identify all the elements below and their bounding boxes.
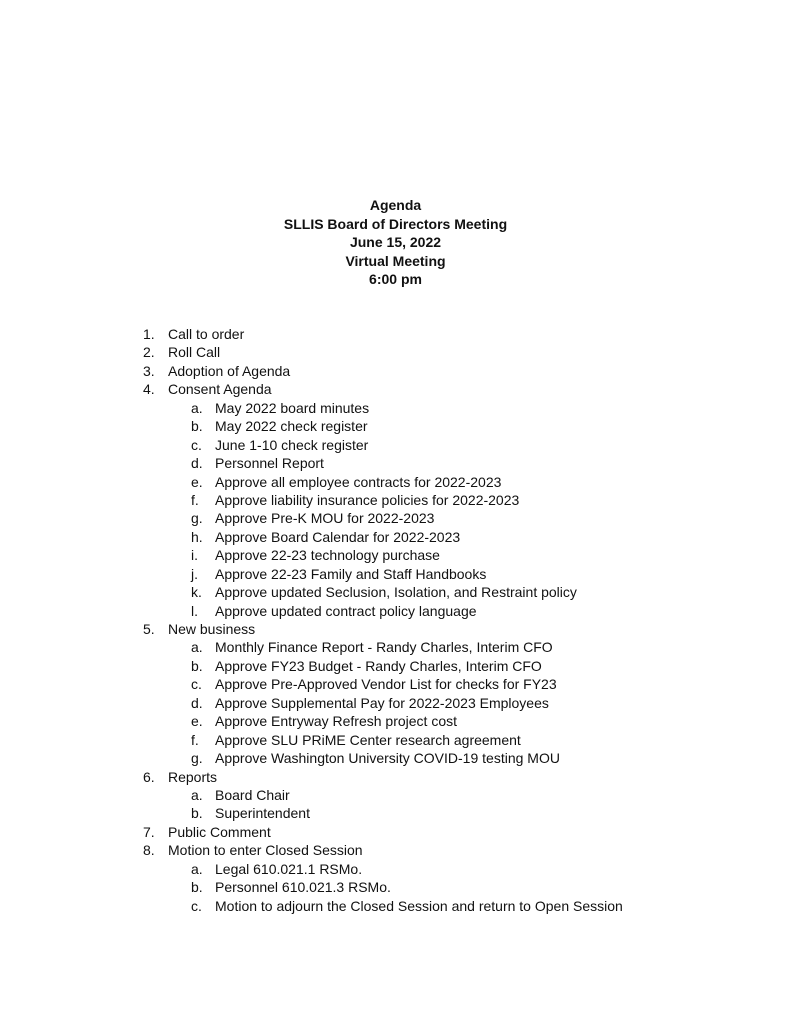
subitem-letter: b.	[191, 879, 203, 896]
subitem-text: Approve Supplemental Pay for 2022-2023 Employees	[215, 694, 549, 711]
agenda-subitem	[0, 712, 791, 730]
item-number: 8.	[143, 842, 155, 859]
agenda-subitem	[0, 657, 791, 675]
subitem-text: Board Chair	[215, 786, 290, 803]
subitem-text: Superintendent	[215, 805, 310, 822]
subitem-letter: c.	[191, 436, 202, 453]
agenda-subitem	[0, 583, 791, 601]
subitem-text: Personnel 610.021.3 RSMo.	[215, 879, 391, 896]
subitem-text: Approve FY23 Budget - Randy Charles, Interim CFO	[215, 657, 542, 674]
subitem-text: Approve Entryway Refresh project cost	[215, 713, 457, 730]
subitem-text: Monthly Finance Report - Randy Charles, Interim CFO	[215, 639, 553, 656]
subitem-text: Legal 610.021.1 RSMo.	[215, 860, 363, 877]
agenda-item	[0, 380, 791, 398]
subitem-text: June 1-10 check register	[215, 436, 369, 453]
item-text: Adoption of Agenda	[168, 362, 291, 379]
subitem-letter: j.	[191, 565, 198, 582]
item-text: Call to order	[168, 326, 245, 342]
document-title: Agenda	[369, 197, 422, 213]
agenda-subitem	[0, 528, 791, 546]
agenda-subitem	[0, 454, 791, 472]
subitem-letter: a.	[191, 860, 203, 877]
subitem-letter: e.	[191, 473, 203, 490]
item-text: Roll Call	[168, 344, 221, 361]
item-text: Motion to enter Closed Session	[168, 842, 363, 859]
agenda-item	[0, 823, 791, 841]
subitem-text: Approve 22-23 technology purchase	[215, 547, 440, 564]
subitem-text: Approve Washington University COVID-19 testing MOU	[215, 750, 560, 767]
subitem-text: Approve updated contract policy language	[215, 602, 477, 619]
subitem-letter: g.	[191, 750, 203, 767]
subitem-letter: d.	[191, 694, 203, 711]
agenda-item	[0, 620, 791, 638]
subitem-letter: c.	[191, 676, 202, 693]
subitem-letter: b.	[191, 805, 203, 822]
subitem-letter: e.	[191, 713, 203, 730]
subitem-letter: h.	[191, 528, 203, 545]
agenda-subitem	[0, 694, 791, 712]
agenda-subitem	[0, 804, 791, 822]
subitem-letter: a.	[191, 786, 203, 803]
agenda-subitem	[0, 749, 791, 767]
subitem-text: Approve 22-23 Family and Staff Handbooks	[215, 565, 487, 582]
agenda-subitem	[0, 731, 791, 749]
item-text: New business	[168, 621, 256, 637]
subitem-letter: b.	[191, 418, 203, 435]
subitem-text: Approve updated Seclusion, Isolation, and Restraint policy	[215, 584, 577, 601]
agenda-subitem	[0, 602, 791, 620]
agenda-subitem	[0, 417, 791, 435]
agenda-subitem	[0, 491, 791, 509]
agenda-subitem	[0, 509, 791, 527]
agenda-subitem	[0, 473, 791, 491]
subitem-letter: c.	[191, 897, 202, 914]
item-number: 5.	[143, 621, 155, 637]
subitem-text: Approve SLU PRiME Center research agreement	[215, 731, 521, 748]
meeting-format: Virtual Meeting	[345, 252, 446, 269]
subitem-letter: d.	[191, 455, 203, 472]
item-number: 4.	[143, 381, 155, 398]
subitem-letter: b.	[191, 657, 203, 674]
meeting-name: SLLIS Board of Directors Meeting	[283, 215, 508, 232]
agenda-header	[0, 196, 791, 289]
agenda-item	[0, 768, 791, 786]
agenda-subitem	[0, 565, 791, 583]
agenda-item	[0, 841, 791, 859]
subitem-letter: a.	[191, 399, 203, 416]
subitem-letter: g.	[191, 510, 203, 527]
meeting-time: 6:00 pm	[369, 271, 422, 287]
agenda-item	[0, 343, 791, 361]
subitem-text: Motion to adjourn the Closed Session and return to Open Session	[215, 897, 623, 914]
agenda-item	[0, 362, 791, 380]
item-number: 6.	[143, 768, 155, 785]
subitem-text: Approve liability insurance policies for 2022-2023	[215, 491, 520, 508]
agenda-subitem	[0, 878, 791, 896]
agenda-subitem	[0, 786, 791, 804]
agenda-subitem	[0, 436, 791, 454]
agenda-subitem	[0, 675, 791, 693]
subitem-letter: i.	[191, 547, 198, 564]
subitem-letter: l.	[191, 602, 198, 619]
subitem-text: Personnel Report	[215, 455, 324, 472]
subitem-text: May 2022 board minutes	[215, 399, 370, 416]
agenda-item	[0, 325, 791, 343]
item-number: 7.	[143, 823, 155, 840]
agenda-subitem	[0, 897, 791, 915]
item-text: Consent Agenda	[168, 381, 272, 398]
agenda-subitem	[0, 546, 791, 564]
agenda-subitem	[0, 638, 791, 656]
subitem-letter: f.	[191, 731, 199, 748]
subitem-text: Approve Pre-K MOU for 2022-2023	[215, 510, 435, 527]
subitem-text: May 2022 check register	[215, 418, 368, 435]
agenda-subitem	[0, 399, 791, 417]
item-number: 1.	[143, 326, 155, 342]
item-number: 2.	[143, 344, 155, 361]
agenda-subitem	[0, 860, 791, 878]
meeting-date: June 15, 2022	[349, 234, 442, 250]
agenda-list	[0, 325, 791, 915]
subitem-text: Approve Pre-Approved Vendor List for checks for FY23	[215, 676, 557, 693]
subitem-letter: k.	[191, 584, 202, 601]
subitem-text: Approve all employee contracts for 2022-2023	[215, 473, 502, 490]
subitem-text: Approve Board Calendar for 2022-2023	[215, 528, 461, 545]
subitem-letter: f.	[191, 491, 199, 508]
item-number: 3.	[143, 362, 155, 379]
item-text: Reports	[168, 768, 218, 785]
subitem-letter: a.	[191, 639, 203, 656]
item-text: Public Comment	[168, 823, 271, 840]
